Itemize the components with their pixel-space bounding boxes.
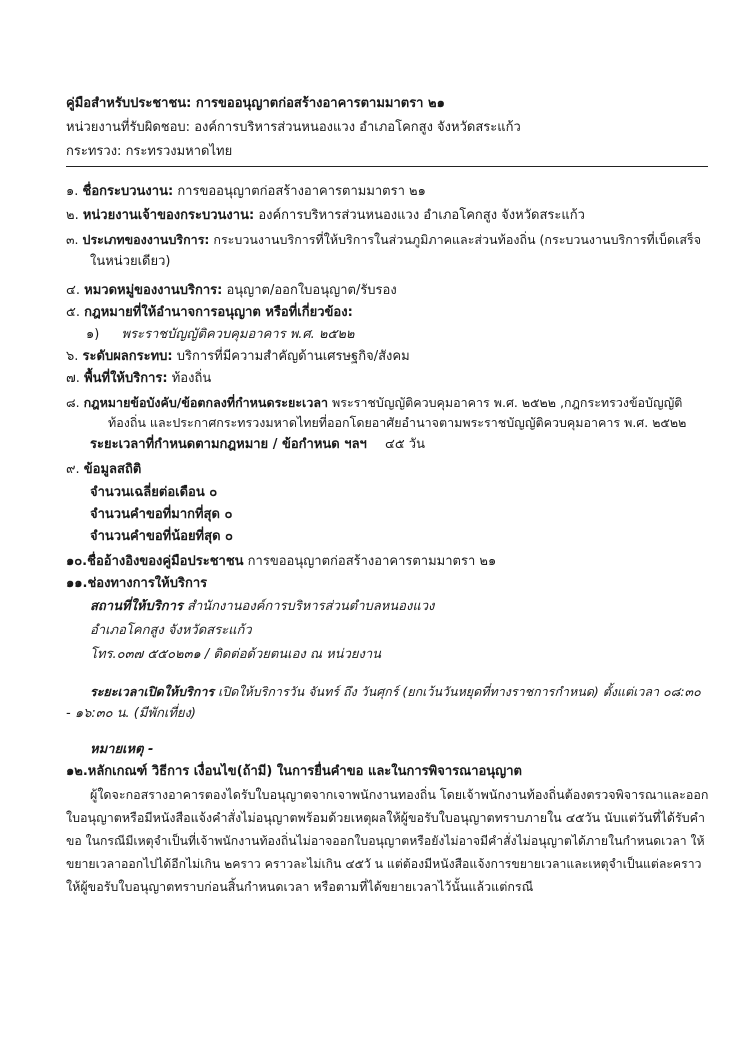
period-value: ๔๕ วัน	[384, 437, 425, 452]
agency-value: องค์การบริหารส่วนหนองแวง อำเภอโคกสูง จังหวัดสระแก้ว	[194, 120, 521, 135]
item-5-sub	[86, 326, 354, 344]
item-label: กฎหมายที่ให้อำนาจการอนุญาต หรือที่เกี่ยวข้อง:	[84, 305, 353, 320]
service-place-label: สถานที่ให้บริการ	[90, 599, 183, 614]
item-value: องค์การบริหารส่วนหนองแวง อำเภอโคกสูง จังหวัดสระแก้ว	[258, 208, 585, 223]
stat-average: จำนวนเฉลี่ยต่อเดือน ๐	[90, 485, 218, 500]
item-6	[66, 348, 410, 366]
item-number: ๕.	[66, 305, 80, 320]
item-label: หลักเกณฑ์ วิธีการ เงื่อนไข(ถ้ามี) ในการยื่นคำขอ และในการพิจารณาอนุญาต	[87, 764, 523, 779]
item-number: ๓.	[66, 232, 79, 247]
service-place	[90, 598, 434, 616]
service-place-value: สำนักงานองค์การบริหารส่วนตำบลหนองแวง	[187, 599, 435, 614]
law-reference: พระราชบัญญัติควบคุมอาคาร พ.ศ. ๒๕๒๒	[121, 327, 355, 342]
item-number: ๑๒.	[66, 764, 88, 779]
criteria-paragraph-line-2: ใบอนุญาตหรือมีหนังสือแจ้งคำสั่งไม่อนุญาตพร้อมด้วยเหตุผลให้ผู้ขอรับใบอนุญาตทราบภายใน ๔๕วัน นับแต่วันที่ได้รับคำ	[66, 810, 706, 825]
service-hours-label: ระยะเวลาเปิดให้บริการ	[90, 684, 215, 699]
ministry-value: กระทรวงมหาดไทย	[125, 144, 233, 159]
service-hours-value: เปิดให้บริการวัน จันทร์ ถึง วันศุกร์ (ยกเว้นวันหยุดที่ทางราชการกำหนด) ตั้งแต่เวลา ๐๘:๓๐	[218, 684, 701, 699]
item-label: ชื่ออ้างอิงของคู่มือประชาชน	[87, 554, 244, 569]
item-label: หน่วยงานเจ้าของกระบวนงาน:	[82, 208, 255, 223]
service-hours-continued: - ๑๖:๓๐ น. (มีพักเที่ยง)	[66, 706, 196, 721]
item-number: ๑๑.	[66, 576, 88, 591]
item-3	[66, 231, 701, 249]
period-label: ระยะเวลาที่กำหนดตามกฎหมาย / ข้อกำหนด ฯลฯ	[90, 437, 367, 452]
item-value: การขออนุญาตก่อสร้างอาคารตามมาตรา ๒๑	[247, 554, 497, 569]
ministry-line	[66, 143, 232, 161]
agency-line	[66, 119, 521, 137]
item-8-period	[90, 436, 425, 454]
item-label: ข้อมูลสถิติ	[83, 462, 142, 477]
item-label: ชื่อกระบวนงาน:	[82, 184, 174, 199]
item-sub-number: ๑)	[86, 327, 100, 342]
item-number: ๖.	[66, 349, 79, 364]
item-value: พระราชบัญญัติควบคุมอาคาร พ.ศ. ๒๕๒๒ ,กฎกระทรวงข้อบัญญัติ	[332, 395, 683, 410]
item-number: ๑๐.	[66, 554, 88, 569]
item-10	[66, 553, 496, 571]
service-place-address: อำเภอโคกสูง จังหวัดสระแก้ว	[90, 623, 252, 638]
service-hours	[90, 683, 701, 701]
item-label: กฎหมายข้อบังคับ/ข้อตกลงที่กำหนดระยะเวลา	[83, 395, 329, 410]
item-7	[66, 370, 211, 388]
item-2	[66, 207, 585, 225]
stat-max: จำนวนคำขอที่มากที่สุด ๐	[90, 507, 233, 522]
item-8	[66, 394, 682, 412]
agency-label: หน่วยงานที่รับผิดชอบ:	[66, 120, 191, 135]
criteria-paragraph-line-4: ขยายเวลาออกไปได้อีกไม่เกิน ๒คราว คราวละไม่เกิน ๔๕วั น แต่ต้องมีหนังสือแจ้งการขยายเวลาและเหตุจำเป็นแต่ละคราว	[66, 857, 702, 871]
document-title: คู่มือสำหรับประชาชน: การขออนุญาตก่อสร้างอาคารตามมาตรา ๒๑	[66, 96, 445, 111]
item-value: การขออนุญาตก่อสร้างอาคารตามมาตรา ๒๑	[177, 184, 426, 199]
ministry-label: กระทรวง:	[66, 144, 122, 159]
service-place-phone: โทร.๐๓๗ ๕๕๐๒๓๑ / ติดต่อด้วยตนเอง ณ หน่วยงาน	[90, 647, 382, 662]
item-12	[66, 763, 522, 781]
item-label: ระดับผลกระทบ:	[82, 349, 173, 364]
item-number: ๗.	[66, 371, 80, 386]
item-number: ๔.	[66, 283, 80, 298]
item-label: พื้นที่ให้บริการ:	[84, 371, 168, 386]
item-9	[66, 461, 141, 479]
remark: หมายเหตุ -	[90, 742, 154, 757]
item-8-continued: ท้องถิ่น และประกาศกระทรวงมหาดไทยที่ออกโดยอาศัยอำนาจตามพระราชบัญญัติควบคุมอาคาร พ.ศ. ๒๕๒๒	[108, 415, 687, 430]
item-3-continued: ในหน่วยเดียว)	[90, 254, 171, 269]
item-number: ๒.	[66, 208, 79, 223]
criteria-paragraph-line-3: ขอ ในกรณีมีเหตุจำเป็นที่เจ้าพนักงานท้องถิ่นไม่อาจออกใบอนุญาตหรือยังไม่อาจมีคำสั่งไม่อนุญาตได้ภายในกำหนดเวลา ให้	[66, 834, 705, 848]
item-1	[66, 183, 426, 201]
item-label: ช่องทางการให้บริการ	[87, 576, 208, 591]
item-value: บริการที่มีความสำคัญด้านเศรษฐกิจ/สังคม	[176, 349, 410, 364]
criteria-paragraph-line-5: ให้ผู้ขอรับใบอนุญาตทราบก่อนสิ้นกำหนดเวลา หรือตามที่ได้ขยายเวลาไว้นั้นแล้วแต่กรณี	[66, 879, 534, 894]
item-number: ๙.	[66, 462, 80, 477]
item-label: หมวดหมู่ของงานบริการ:	[84, 283, 223, 298]
criteria-paragraph-line-1: ผู้ใดจะกอสรางอาคารตองไดรับใบอนุญาตจากเจาพนักงานทองถิ่น โดยเจ้าพนักงานท้องถิ่นต้องตรวจพิจารณาและออก	[90, 787, 709, 802]
item-value: กระบวนงานบริการที่ให้บริการในส่วนภูมิภาคและส่วนท้องถิ่น (กระบวนงานบริการที่เบ็ดเสร็จ	[213, 232, 702, 247]
item-number: ๘.	[66, 395, 80, 410]
item-value: อนุญาต/ออกใบอนุญาต/รับรอง	[226, 283, 397, 298]
item-label: ประเภทของงานบริการ:	[82, 232, 210, 247]
header-divider	[66, 166, 708, 167]
item-value: ท้องถิ่น	[171, 371, 212, 386]
item-5	[66, 304, 353, 322]
item-number: ๑.	[66, 184, 79, 199]
item-11	[66, 575, 207, 593]
item-4	[66, 282, 397, 300]
stat-min: จำนวนคำขอที่น้อยที่สุด ๐	[90, 529, 233, 544]
